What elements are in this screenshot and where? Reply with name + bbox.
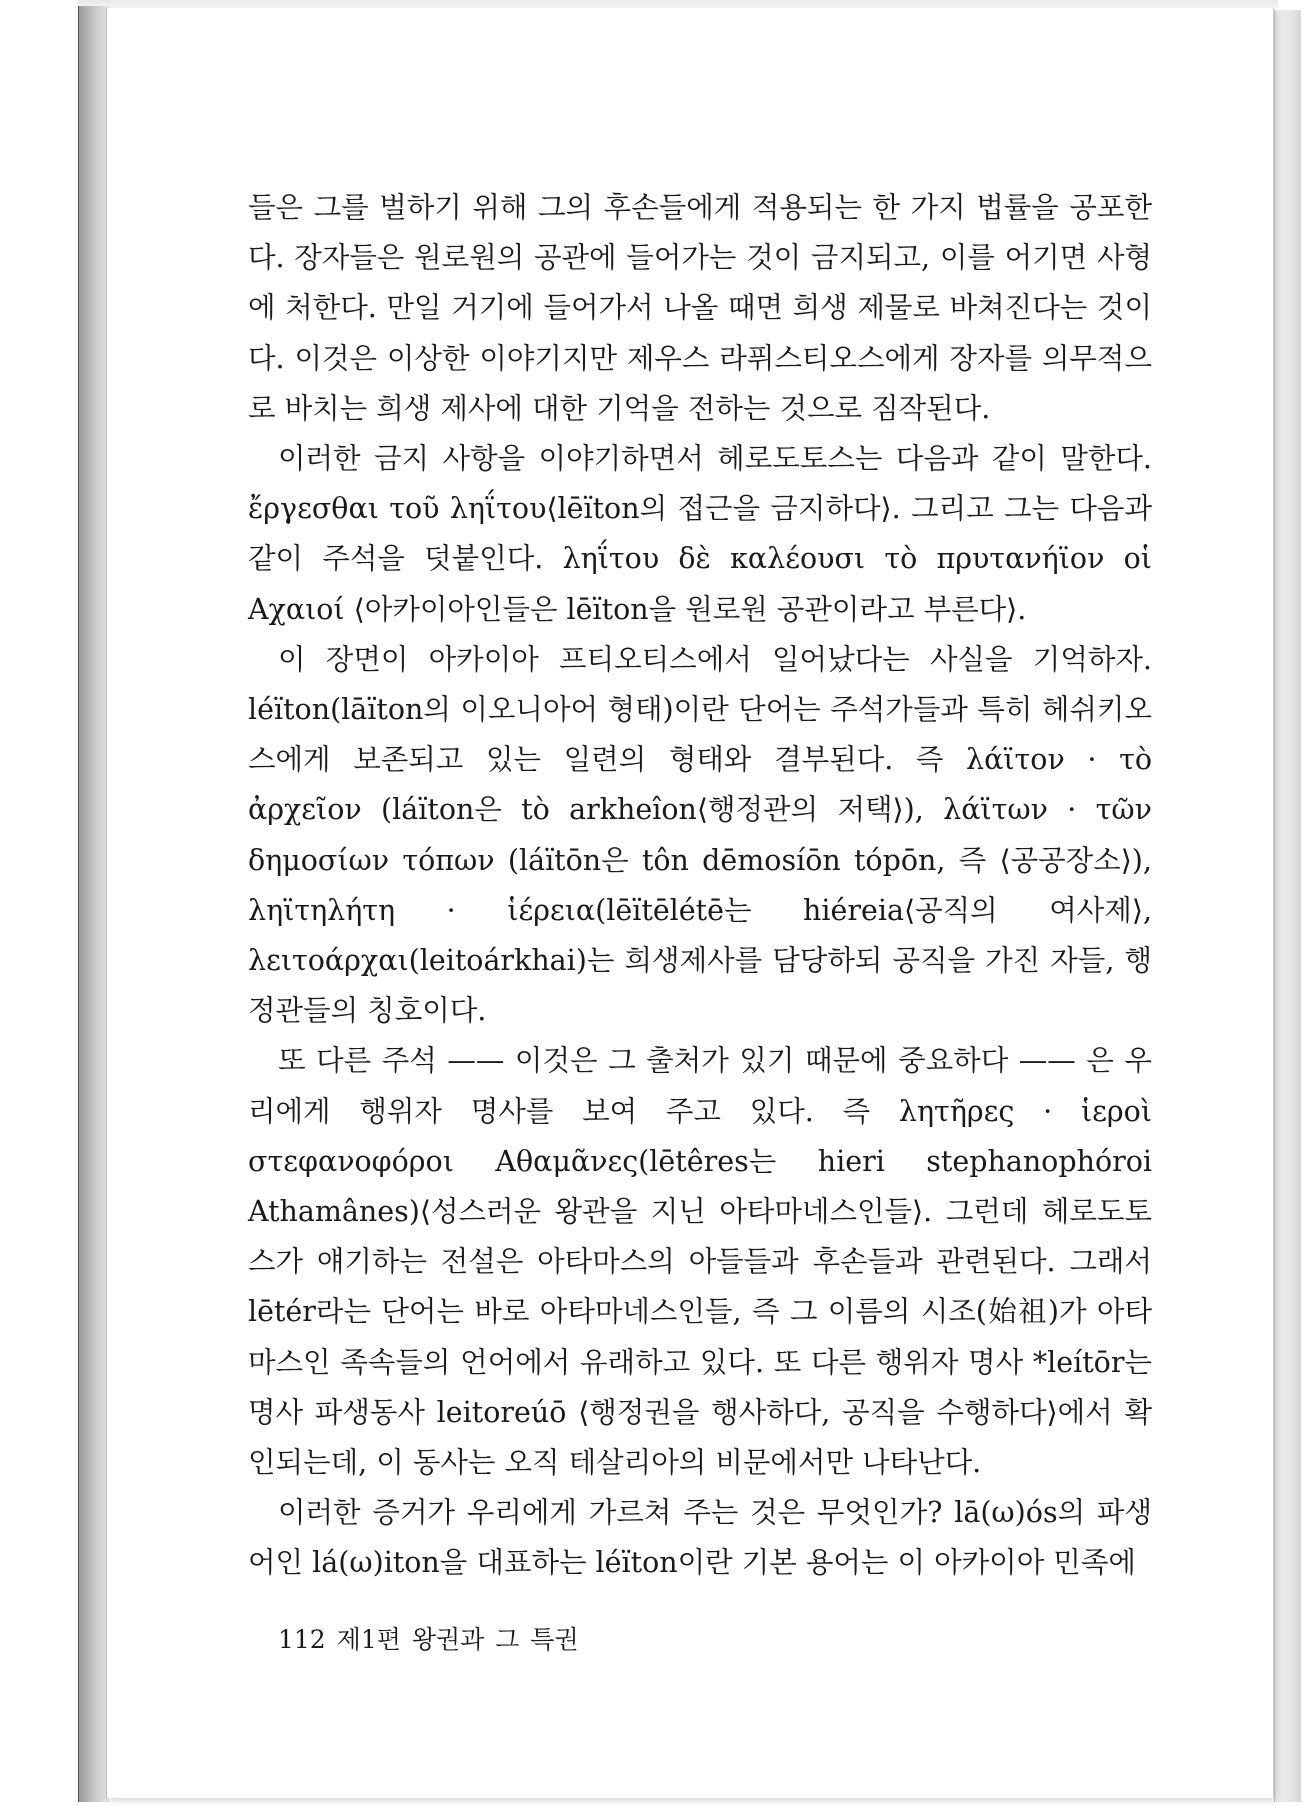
book-right-edge (1274, 10, 1301, 1802)
paragraph: 이러한 증거가 우리에게 가르쳐 주는 것은 무엇인가? lā(ω)ós의 파생어인 lá(ω)iton을 대표하는 léïton이란 기본 용어는 이 아카이아 민족에 (248, 1496, 1152, 1580)
book-top-edge (78, 0, 1278, 8)
paragraph: 이 장면이 아카이아 프티오티스에서 일어났다는 사실을 기억하자. léïton(lāïton의 이오니아어 형태)이란 단어는 주석가들과 특히 헤쉬키오스에게 보존되고 있는 일련의 형태와 결부된다. 즉 λάϊτον · τὸ ἀρχεῖον (láïton은 tò arkheîon⟨행정관의 저택⟩), λάϊτων · τῶν δημοσίων τόπων (láïtōn은 tôn dēmosíōn tópōn, 즉 ⟨공공장소⟩), ληϊτηλήτη · ἱέρεια(lēïtēlétē는 hiéreia⟨공직의 여사제⟩, λειτοάρχαι(leitoárkhai)는 희생제사를 담당하되 공직을 가진 자들, 행정관들의 칭호이다. (248, 642, 1152, 1028)
page-body (248, 183, 1152, 1589)
book-spine-edge (78, 6, 109, 1802)
page-footer: 112 제1편 왕권과 그 특권 (278, 1625, 579, 1654)
paragraph: 이러한 금지 사항을 이야기하면서 헤로도토스는 다음과 같이 말한다. ἔργεσθαι τοῦ ληΐτου⟨lēïton의 접근을 금지하다⟩. 그리고 그는 다음과 같이 주석을 덧붙인다. ληΐτου δὲ καλέουσι τὸ πρυτανήϊον οἱ Αχαιοί ⟨아카이아인들은 lēïton을 원로원 공관이라고 부른다⟩. (248, 442, 1152, 626)
paragraph: 또 다른 주석 —— 이것은 그 출처가 있기 때문에 중요하다 —— 은 우리에게 행위자 명사를 보여 주고 있다. 즉 λητῆρες · ἱεροὶ στεφανοφόροι Αθαμᾶνες(lētêres는 hieri stephanophóroi Athamânes)⟨성스러운 왕관을 지닌 아타마네스인들⟩. 그런데 헤로도토스가 얘기하는 전설은 아타마스의 아들들과 후손들과 관련된다. 그래서 lētér라는 단어는 바로 아타마네스인들, 즉 그 이름의 시조(始祖)가 아타마스인 족속들의 언어에서 유래하고 있다. 또 다른 행위자 명사 *leítōr는 명사 파생동사 leitoreúō ⟨행정권을 행사하다, 공직을 수행하다⟩에서 확인되는데, 이 동사는 오직 테살리아의 비문에서만 나타난다. (248, 1044, 1152, 1480)
paragraph: 들은 그를 벌하기 위해 그의 후손들에게 적용되는 한 가지 법률을 공포한다. 장자들은 원로원의 공관에 들어가는 것이 금지되고, 이를 어기면 사형에 처한다. 만일 거기에 들어가서 나올 때면 희생 제물로 바쳐진다는 것이다. 이것은 이상한 이야기지만 제우스 라퓌스티오스에게 장자를 의무적으로 바치는 희생 제사에 대한 기억을 전하는 것으로 짐작된다. (248, 191, 1152, 425)
